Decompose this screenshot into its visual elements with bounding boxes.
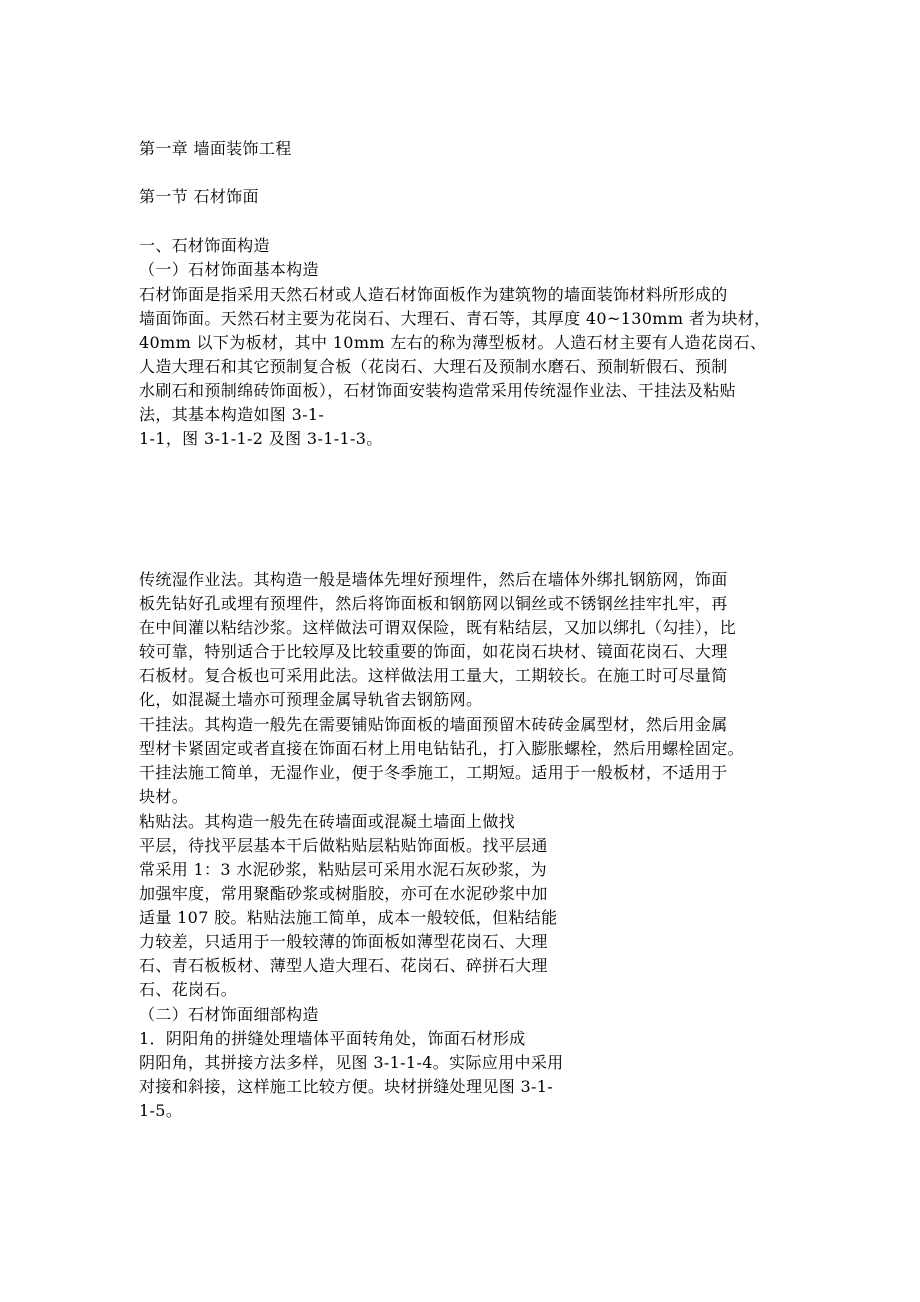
paragraph-line: 适量 107 胶。粘贴法施工简单，成本一般较低，但粘结能: [139, 908, 558, 927]
paragraph-line: 石、花岗石。: [139, 980, 238, 999]
paragraph-line: 1．阴阳角的拼缝处理墙体平面转角处，饰面石材形成: [139, 1029, 526, 1048]
paragraph-line: 阴阳角，其拼接方法多样，见图 3-1-1-4。实际应用中采用: [139, 1053, 564, 1072]
paragraph-line: 干挂法。其构造一般先在需要铺贴饰面板的墙面预留木砖砖金属型材，然后用金属: [139, 715, 728, 734]
paragraph-line: 石材饰面是指采用天然石材或人造石材饰面板作为建筑物的墙面装饰材料所形成的: [139, 285, 728, 304]
paragraph-line: 常采用 1：3 水泥砂浆，粘贴层可采用水泥石灰砂浆，为: [139, 860, 547, 879]
paragraph-line: 水刷石和预制绵砖饰面板），石材饰面安装构造常采用传统湿作业法、干挂法及粘贴: [139, 381, 736, 400]
paragraph-line: 1-1，图 3-1-1-2 及图 3-1-1-3。: [139, 429, 383, 448]
paragraph-line: 板先钻好孔或埋有预埋件，然后将饰面板和钢筋网以铜丝或不锈钢丝挂牢扎牢，再: [139, 594, 728, 613]
paragraph-line: 传统湿作业法。其构造一般是墙体先埋好预埋件，然后在墙体外绑扎钢筋网，饰面: [139, 570, 728, 589]
paragraph-line: 平层，待找平层基本干后做粘贴层粘贴饰面板。找平层通: [139, 836, 548, 855]
paragraph-line: 在中间灌以粘结沙浆。这样做法可谓双保险，既有粘结层，又加以绑扎（勾挂），比: [139, 618, 736, 637]
paragraph-line: 40mm 以下为板材，其中 10mm 左右的称为薄型板材。人造石材主要有人造花岗石、: [139, 333, 767, 352]
subsection-title-basic: （一）石材饰面基本构造: [139, 260, 319, 279]
paragraph-line: 干挂法施工简单，无湿作业，便于冬季施工，工期短。适用于一般板材，不适用于: [139, 763, 728, 782]
paragraph-line: 化，如混凝土墙亦可预理金属导轨省去钢筋网。: [139, 690, 483, 709]
paragraph-line: 对接和斜接，这样施工比较方便。块材拼缝处理见图 3-1-: [139, 1077, 554, 1096]
paragraph-line: 块材。: [139, 787, 189, 806]
paragraph-line: 法，其基本构造如图 3-1-: [139, 405, 325, 424]
paragraph-line: 型材卡紧固定或者直接在饰面石材上用电钻钻孔，打入膨胀螺栓，然后用螺栓固定。: [139, 739, 744, 758]
subsection-title-detail: （二）石材饰面细部构造: [139, 1005, 319, 1024]
paragraph-line: 人造大理石和其它预制复合板（花岗石、大理石及预制水磨石、预制斩假石、预制: [139, 357, 728, 376]
chapter-title: 第一章 墙面装饰工程: [139, 139, 292, 158]
paragraph-line: 力较差，只适用于一般较薄的饰面板如薄型花岗石、大理: [139, 932, 548, 951]
section-title: 第一节 石材饰面: [139, 187, 259, 206]
paragraph-line: 石、青石板板材、薄型人造大理石、花岗石、碎拼石大理: [139, 956, 548, 975]
paragraph-line: 粘贴法。其构造一般先在砖墙面或混凝土墙面上做找: [139, 812, 516, 831]
paragraph-line: 石板材。复合板也可采用此法。这样做法用工量大，工期较长。在施工时可尽量简: [139, 666, 728, 685]
paragraph-line: 加强牢度，常用聚酯砂浆或树脂胶，亦可在水泥砂浆中加: [139, 884, 548, 903]
paragraph-line: 1-5。: [139, 1101, 183, 1120]
part-title: 一、石材饰面构造: [139, 236, 270, 255]
paragraph-line: 较可靠，特别适合于比较厚及比较重要的饰面，如花岗石块材、镜面花岗石、大理: [139, 642, 728, 661]
paragraph-line: 墙面饰面。天然石材主要为花岗石、大理石、青石等，其厚度 40~130mm 者为块材，: [139, 309, 771, 328]
